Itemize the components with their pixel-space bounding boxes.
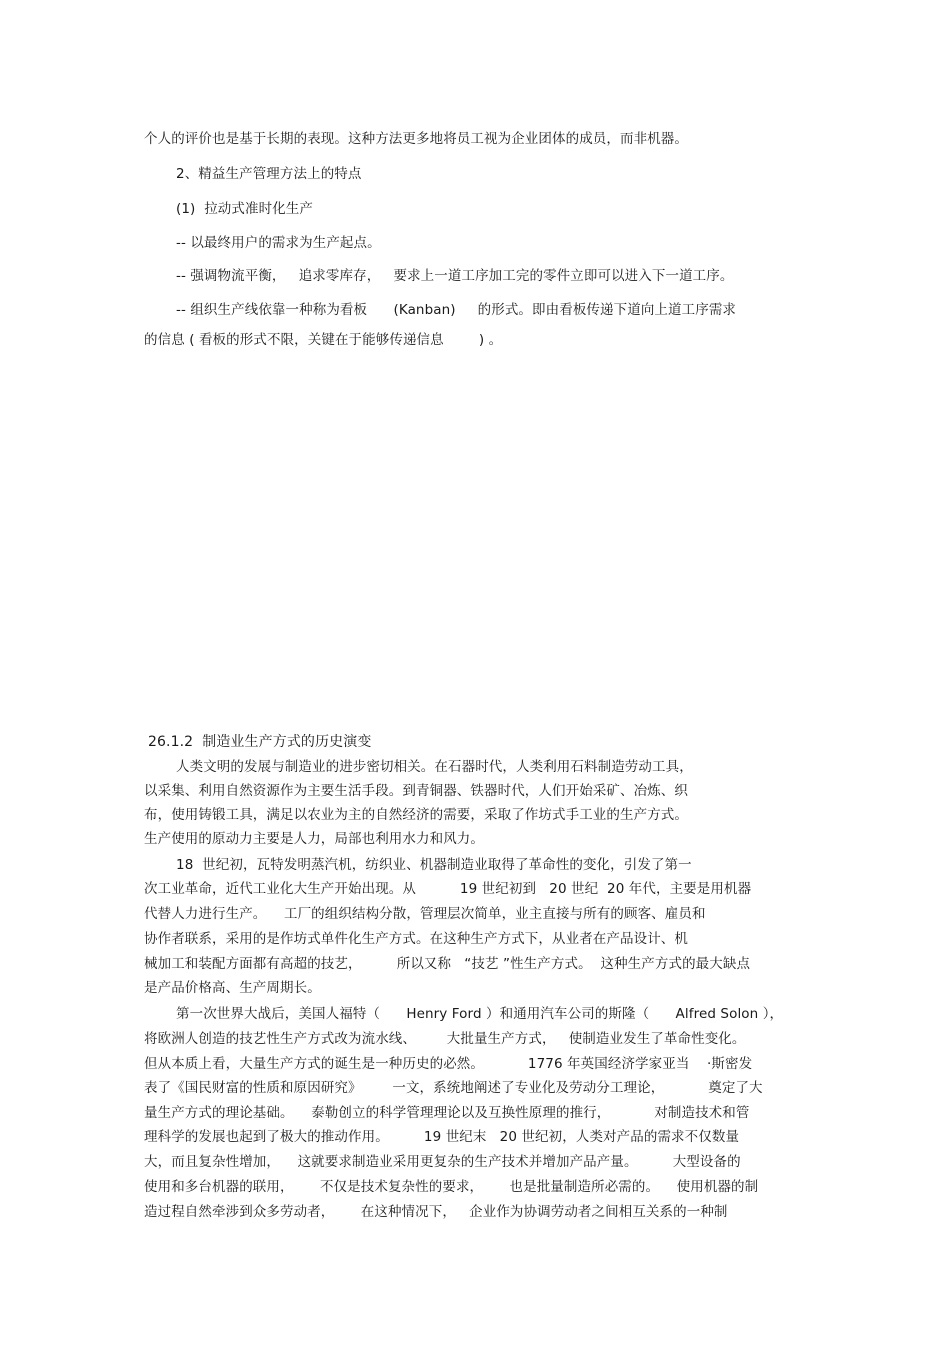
paragraph-line: 次工业革命，近代工业化大生产开始出现。从 19 世纪初到 20 世纪 20 年代，主要是用机器 bbox=[144, 881, 752, 897]
paragraph-line: 18 世纪初，瓦特发明蒸汽机，纺织业、机器制造业取得了革命性的变化，引发了第一 bbox=[176, 857, 692, 873]
paragraph-line: 协作者联系，采用的是作坊式单件化生产方式。在这种生产方式下，从业者在产品设计、机 bbox=[144, 931, 688, 947]
list-item: -- 组织生产线依靠一种称为看板 (Kanban) 的形式。即由看板传递下道向上道工序需求 bbox=[176, 302, 737, 318]
paragraph-line: 个人的评价也是基于长期的表现。这种方法更多地将员工视为企业团体的成员，而非机器。 bbox=[144, 131, 688, 147]
list-item: -- 强调物流平衡， 追求零库存， 要求上一道工序加工完的零件立即可以进入下一道工序。 bbox=[176, 268, 734, 284]
paragraph-line: 但从本质上看，大量生产方式的诞生是一种历史的必然。 1776 年英国经济学家亚当 ·斯密发 bbox=[144, 1056, 753, 1072]
paragraph-line: 布，使用铸锻工具，满足以农业为主的自然经济的需要，采取了作坊式手工业的生产方式。 bbox=[144, 807, 688, 823]
subsection-heading: 2、精益生产管理方法上的特点 bbox=[176, 166, 362, 182]
paragraph-line: 大，而且复杂性增加， 这就要求制造业采用更复杂的生产技术并增加产品产量。 大型设备的 bbox=[144, 1154, 741, 1170]
paragraph-line: 人类文明的发展与制造业的进步密切相关。在石器时代，人类利用石料制造劳动工具， bbox=[176, 759, 693, 775]
section-heading: 26.1.2 制造业生产方式的历史演变 bbox=[148, 734, 372, 750]
paragraph-line: 理科学的发展也起到了极大的推动作用。 19 世纪末 20 世纪初，人类对产品的需求不仅数量 bbox=[144, 1129, 740, 1145]
list-heading: (1) 拉动式准时化生产 bbox=[176, 201, 314, 217]
paragraph-line: 以采集、利用自然资源作为主要生活手段。到青铜器、铁器时代，人们开始采矿、冶炼、织 bbox=[144, 783, 688, 799]
paragraph-line: 械加工和装配方面都有高超的技艺， 所以又称 “技艺 ”性生产方式。 这种生产方式的最大缺点 bbox=[144, 956, 751, 972]
paragraph-line: 量生产方式的理论基础。 泰勒创立的科学管理理论以及互换性原理的推行， 对制造技术和管 bbox=[144, 1105, 750, 1121]
list-item: -- 以最终用户的需求为生产起点。 bbox=[176, 235, 381, 251]
paragraph-line: 表了《国民财富的性质和原因研究》 一文，系统地阐述了专业化及劳动分工理论， 奠定了大 bbox=[144, 1080, 763, 1096]
paragraph-line: 使用和多台机器的联用， 不仅是技术复杂性的要求， 也是批量制造所必需的。 使用机器的制 bbox=[144, 1179, 759, 1195]
paragraph-line: 的信息 ( 看板的形式不限，关键在于能够传递信息 ) 。 bbox=[144, 332, 503, 348]
paragraph-line: 是产品价格高、生产周期长。 bbox=[144, 980, 321, 996]
paragraph-line: 第一次世界大战后，美国人福特（ Henry Ford ）和通用汽车公司的斯隆（ Alfred Solon ）， bbox=[176, 1006, 784, 1022]
paragraph-line: 造过程自然牵涉到众多劳动者， 在这种情况下， 企业作为协调劳动者之间相互关系的一种制 bbox=[144, 1204, 728, 1220]
paragraph-line: 代替人力进行生产。 工厂的组织结构分散，管理层次简单，业主直接与所有的顾客、雇员和 bbox=[144, 906, 706, 922]
paragraph-line: 生产使用的原动力主要是人力，局部也利用水力和风力。 bbox=[144, 831, 484, 847]
paragraph-line: 将欧洲人创造的技艺性生产方式改为流水线、 大批量生产方式， 使制造业发生了革命性变化。 bbox=[144, 1031, 746, 1047]
